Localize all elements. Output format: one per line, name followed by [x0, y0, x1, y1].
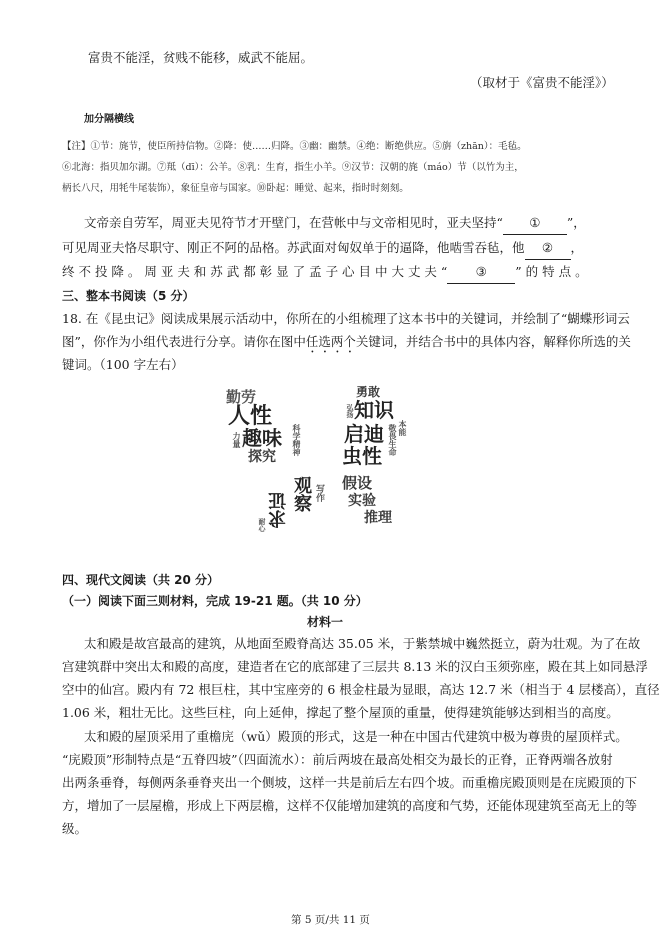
word-hongyang: 弘扬	[346, 404, 354, 418]
word-chongxing: 虫性	[342, 444, 382, 468]
para-text: ”，	[566, 215, 586, 230]
para-text: ，	[570, 240, 584, 255]
word-quwei: 趣味	[242, 426, 282, 450]
notes-line-3: 柄长八尺，用牦牛尾装饰），象征皇帝与国家。⑩卧起：睡觉、起来，指时时刻刻。	[62, 183, 409, 194]
material-1-line: 级。	[62, 821, 88, 836]
material-1-line: 太和殿是故宫最高的建筑，从地面至殿脊高达 35.05 米，于紫禁城中巍然挺立，蔚为壮观。为了在故	[84, 636, 641, 651]
para-text: ” 的 特 点 。	[515, 264, 588, 279]
word-jiashe: 假设	[342, 474, 373, 492]
poem-source: （取材于《富贵不能淫》）	[470, 75, 614, 90]
para-text: 终 不 投 降 。 周 亚 夫 和 苏 武 都 彰 显 了 孟 子 心 目 中 大 丈 夫 “	[62, 264, 448, 279]
q18-line-3: 键词。（100 字左右）	[62, 357, 184, 372]
q18-text: 图”，你作为小组代表进行分享。请你在图中	[62, 334, 306, 349]
answer-blank-3[interactable]: ③	[447, 261, 515, 284]
word-shiyan: 实验	[348, 493, 376, 509]
page-number: 第 5 页/共 11 页	[291, 914, 370, 926]
word-naixin: 耐心	[258, 518, 266, 532]
butterfly-word-cloud	[218, 380, 418, 540]
material-1-line: “庑殿顶”形制特点是“五脊四坡”（四面流水）：前后两坡在最高处相交为最长的正脊，正脊两端各放射	[62, 752, 613, 767]
word-zhishi: 知识	[354, 398, 394, 422]
material-1-line: 方，增加了一层屋檐，形成上下两层檐，这样不仅能增加建筑的高度和气势，还能体现建筑至高无上的等	[62, 798, 638, 813]
para-line-3	[62, 261, 588, 284]
poem-line: 富贵不能淫，贫贱不能移，威武不能屈。	[88, 50, 314, 65]
word-benneng: 本能	[398, 420, 407, 436]
para-line-2	[62, 237, 583, 260]
material-1-line: 空中的仙宫。殿内有 72 根巨柱，其中宝座旁的 6 根金柱最为显眼，高达 12.7 米（相当于 4 层楼高），直径	[62, 682, 660, 697]
material-1-line: 1.06 米，粗壮无比。这些巨柱，向上延伸，撑起了整个屋顶的重量，使得建筑能够达到相当的高度。	[62, 705, 619, 720]
word-qinlao: 勤劳	[226, 388, 257, 406]
notes-line-1: 【注】①节：旄节，使臣所持信物。②降：使……归降。③幽：幽禁。④绝：断绝供应。⑤旃（zhān）：毛毡。	[62, 141, 527, 152]
answer-blank-2[interactable]: ②	[525, 237, 571, 260]
answer-blank-1[interactable]: ①	[503, 212, 567, 235]
material-1-line: 出两条垂脊，每侧两条垂脊夹出一个侧坡，这样一共是前后左右四个坡。而重檐庑殿顶则是在庑殿顶的下	[62, 775, 638, 790]
word-yonggan: 勇敢	[356, 385, 381, 399]
q18-text: 关键词，并结合书中的具体内容，解释你所选的关	[355, 334, 631, 349]
para-text: 可见周亚夫恪尽职守、刚正不阿的品格。苏武面对匈奴单于的逼降，他啮雪吞毡，他	[62, 240, 525, 255]
word-qidi: 启迪	[344, 422, 384, 446]
word-jingwei: 敬畏生命	[388, 424, 397, 456]
section-3-title: 三、整本书阅读（5 分）	[62, 289, 195, 303]
material-1-line: 太和殿的屋顶采用了重檐庑（wǔ）殿顶的形式，这是一种在中国古代建筑中极为尊贵的屋顶样式。	[84, 729, 628, 744]
word-kexue: 科学精神	[292, 424, 301, 456]
word-qiuzheng: 求证	[268, 492, 289, 528]
divider-label: 加分隔横线	[84, 114, 134, 125]
q18-emphasis: 任选两个	[305, 334, 356, 349]
q18-line-1: 18. 在《昆虫记》阅读成果展示活动中，你所在的小组梳理了这本书中的关键词，并绘制了“蝴蝶形词云	[62, 311, 630, 326]
q18-line-2	[62, 331, 631, 356]
word-guancha: 观察	[291, 476, 312, 512]
section-4-title: 四、现代文阅读（共 20 分）	[62, 573, 220, 587]
word-liliang: 力量	[232, 432, 241, 448]
notes-line-2: ⑥北海：指贝加尔湖。⑦羝（dī）：公羊。⑧乳：生育，指生小羊。⑨汉节：汉朝的旄（máo）节（以竹为主，	[62, 162, 524, 173]
word-xiezuo: 写作	[314, 484, 324, 502]
word-tuili: 推理	[364, 510, 392, 526]
section-4-subtitle: （一）阅读下面三则材料，完成 19-21 题。（共 10 分）	[62, 594, 368, 608]
word-tanjiu: 探究	[248, 449, 276, 465]
para-line-1	[84, 212, 586, 235]
word-renxing: 人性	[228, 404, 273, 429]
material-1-title: 材料一	[307, 615, 344, 629]
para-text: 文帝亲自劳军，周亚夫见符节才开壁门，在营帐中与文帝相见时，亚夫坚持“	[84, 215, 503, 230]
material-1-line: 宫建筑群中突出太和殿的高度，建造者在它的底部建了三层共 8.13 米的汉白玉须弥座，殿在其上如同悬浮	[62, 659, 648, 674]
